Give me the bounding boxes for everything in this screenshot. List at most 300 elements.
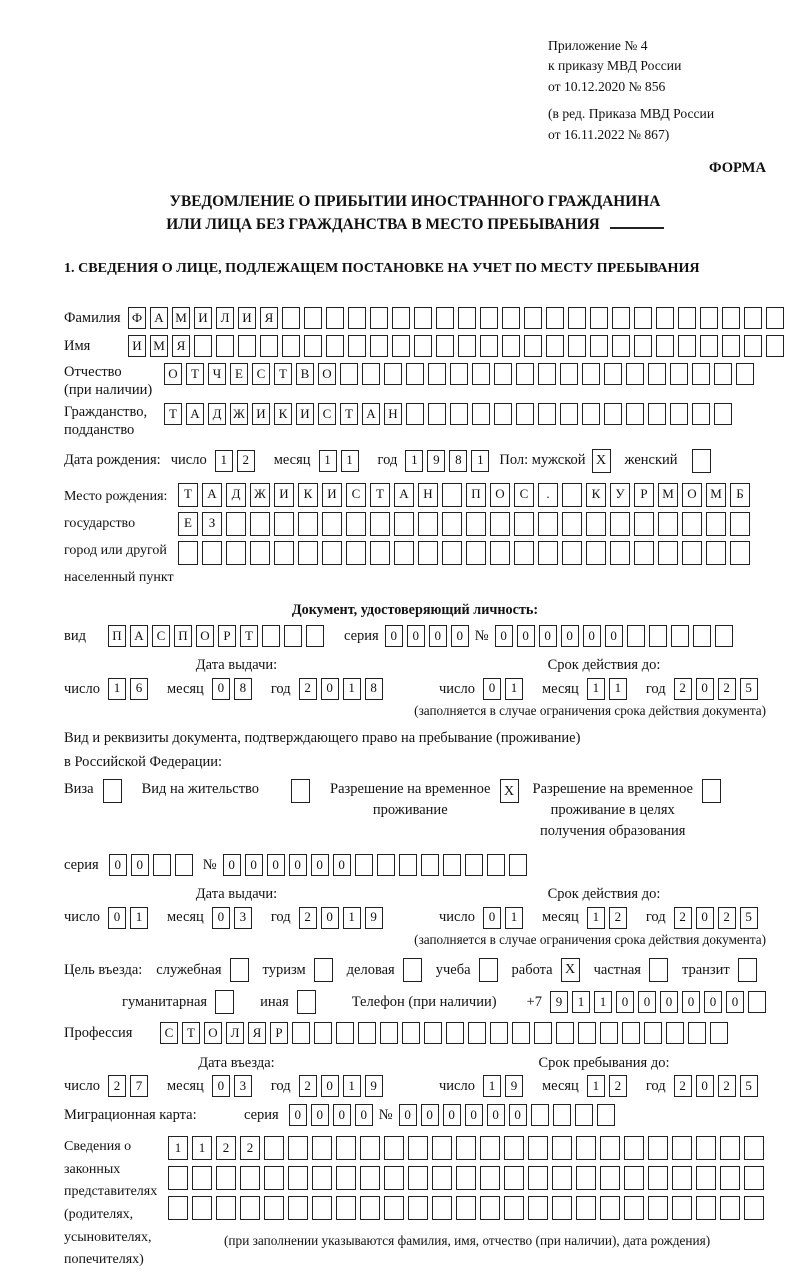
annex-edition-line: (в ред. Приказа МВД России: [548, 106, 715, 122]
char-cell: [534, 1022, 552, 1044]
char-cell: 1: [405, 450, 423, 472]
char-cell: [168, 1196, 188, 1220]
char-cell: С: [346, 483, 366, 507]
given-name-label: Имя: [64, 337, 91, 354]
char-cell: С: [252, 363, 270, 385]
char-cell: [456, 1166, 476, 1190]
char-cell: [428, 403, 446, 425]
char-cell: [627, 625, 645, 647]
char-cell: [502, 307, 520, 329]
char-cell: 1: [587, 907, 605, 929]
identity-doc-heading: Документ, удостоверяющий личность:: [291, 601, 539, 618]
entry-date-group: [64, 1075, 383, 1097]
char-cell: А: [394, 483, 414, 507]
visa-option: [64, 779, 122, 803]
residence-expiry-date-heading: Срок действия до:: [547, 886, 661, 903]
char-cell: [575, 1104, 593, 1126]
char-cell: [490, 541, 510, 565]
char-cell: [480, 307, 498, 329]
birth-year-cells: [405, 450, 489, 472]
char-cell: С: [318, 403, 336, 425]
purpose-study-checkbox: [479, 958, 498, 982]
char-cell: [682, 512, 702, 536]
char-cell: [472, 363, 490, 385]
char-cell: [238, 335, 256, 357]
char-cell: [250, 512, 270, 536]
given-name-cells: [128, 335, 784, 357]
legal-reps-cells-row1: [168, 1136, 764, 1160]
char-cell: [216, 1166, 236, 1190]
char-cell: А: [186, 403, 204, 425]
stay-until-date-group: [439, 1075, 758, 1097]
char-cell: 1: [130, 907, 148, 929]
char-cell: [744, 1196, 764, 1220]
purpose-transit-checkbox: [738, 958, 757, 982]
char-cell: [546, 307, 564, 329]
char-cell: [192, 1166, 212, 1190]
char-cell: [622, 1022, 640, 1044]
char-cell: [450, 403, 468, 425]
char-cell: К: [586, 483, 606, 507]
stay-day-cells: [483, 1075, 523, 1097]
char-cell: [480, 1196, 500, 1220]
char-cell: [456, 1136, 476, 1160]
char-cell: 0: [333, 1104, 351, 1126]
char-cell: [408, 1196, 428, 1220]
char-cell: [644, 1022, 662, 1044]
char-cell: [670, 363, 688, 385]
char-cell: 1: [609, 678, 627, 700]
legal-reps-label-line: (родителях,: [64, 1207, 134, 1223]
char-cell: [590, 307, 608, 329]
char-cell: [288, 1166, 308, 1190]
char-cell: [562, 483, 582, 507]
char-cell: [634, 307, 652, 329]
char-cell: Р: [218, 625, 236, 647]
char-cell: 0: [399, 1104, 417, 1126]
char-cell: О: [318, 363, 336, 385]
char-cell: [649, 625, 667, 647]
char-cell: [432, 1166, 452, 1190]
char-cell: [612, 335, 630, 357]
month-label: месяц: [166, 1078, 204, 1095]
char-cell: [458, 307, 476, 329]
char-cell: [722, 307, 740, 329]
char-cell: [612, 307, 630, 329]
char-cell: [696, 1136, 716, 1160]
residence-expiry-month-cells: [587, 907, 627, 929]
char-cell: 0: [696, 907, 714, 929]
char-cell: [524, 335, 542, 357]
char-cell: [538, 403, 556, 425]
residence-issue-month-cells: [212, 907, 252, 929]
patronymic-label-line2: (при наличии): [64, 382, 153, 399]
char-cell: 0: [696, 1075, 714, 1097]
char-cell: [710, 1022, 728, 1044]
char-cell: [648, 1196, 668, 1220]
char-cell: [516, 403, 534, 425]
char-cell: [576, 1136, 596, 1160]
char-cell: [582, 403, 600, 425]
char-cell: Б: [730, 483, 750, 507]
char-cell: [692, 363, 710, 385]
char-cell: [466, 512, 486, 536]
char-cell: Ж: [250, 483, 270, 507]
char-cell: [428, 363, 446, 385]
char-cell: [706, 512, 726, 536]
purpose-business-checkbox: [403, 958, 422, 982]
char-cell: 9: [505, 1075, 523, 1097]
form-title-line2: [64, 213, 766, 236]
char-cell: 0: [311, 1104, 329, 1126]
char-cell: С: [160, 1022, 178, 1044]
char-cell: 1: [505, 907, 523, 929]
char-cell: 9: [365, 907, 383, 929]
char-cell: [346, 512, 366, 536]
char-cell: О: [204, 1022, 222, 1044]
char-cell: 0: [465, 1104, 483, 1126]
stay-until-heading: Срок пребывания до:: [538, 1055, 670, 1071]
legal-reps-label-line: попечителях): [64, 1252, 144, 1268]
residence-issue-year-cells: [299, 907, 383, 929]
visa-checkbox: [103, 779, 122, 803]
legal-reps-note: (при заполнении указываются фамилия, имя, отчество (при наличии), дата рождения): [224, 1233, 711, 1249]
char-cell: [538, 541, 558, 565]
char-cell: [262, 625, 280, 647]
char-cell: [465, 854, 483, 876]
char-cell: [714, 403, 732, 425]
char-cell: [722, 335, 740, 357]
char-cell: 1: [343, 1075, 361, 1097]
legal-reps-label-line: Сведения о: [64, 1139, 132, 1155]
char-cell: .: [538, 483, 558, 507]
char-cell: [678, 335, 696, 357]
residence-expiry-year-cells: [674, 907, 758, 929]
visa-label: Виза: [64, 781, 94, 798]
form-title: [64, 190, 766, 236]
char-cell: 0: [385, 625, 403, 647]
char-cell: А: [362, 403, 380, 425]
char-cell: [424, 1022, 442, 1044]
char-cell: [408, 1136, 428, 1160]
char-cell: [418, 512, 438, 536]
char-cell: 0: [616, 991, 634, 1013]
char-cell: [692, 403, 710, 425]
char-cell: 1: [594, 991, 612, 1013]
doc-issue-date-group: [64, 678, 383, 700]
residence-permit-label: Вид на жительство: [141, 781, 260, 798]
char-cell: 0: [605, 625, 623, 647]
char-cell: [634, 512, 654, 536]
char-cell: [479, 958, 498, 982]
char-cell: 0: [421, 1104, 439, 1126]
form-title-line1: УВЕДОМЛЕНИЕ О ПРИБЫТИИ ИНОСТРАННОГО ГРАЖДАНИНА: [169, 193, 661, 211]
residence-issue-date-heading: Дата выдачи:: [195, 886, 278, 903]
char-cell: [672, 1166, 692, 1190]
char-cell: [192, 1196, 212, 1220]
char-cell: 8: [449, 450, 467, 472]
char-cell: [240, 1196, 260, 1220]
char-cell: [576, 1166, 596, 1190]
patronymic-label-line1: Отчество: [64, 364, 122, 381]
char-cell: [568, 335, 586, 357]
sex-male-label: Пол: мужской: [499, 452, 586, 469]
char-cell: [215, 990, 234, 1014]
char-cell: [288, 1196, 308, 1220]
month-label: месяц: [166, 680, 204, 697]
temp-residence-label-line: Разрешение на временное: [330, 781, 491, 798]
char-cell: [560, 403, 578, 425]
char-cell: 0: [321, 1075, 339, 1097]
purpose-humanitarian-checkbox: [215, 990, 234, 1014]
char-cell: [720, 1166, 740, 1190]
char-cell: Я: [260, 307, 278, 329]
char-cell: [509, 854, 527, 876]
char-cell: [304, 307, 322, 329]
residence-permit-option: [142, 779, 310, 803]
doc-expiry-year-cells: [674, 678, 758, 700]
migration-card-series-cells: [289, 1104, 373, 1126]
char-cell: И: [238, 307, 256, 329]
year-label: год: [270, 680, 291, 697]
char-cell: Д: [208, 403, 226, 425]
char-cell: 0: [212, 907, 230, 929]
month-label: месяц: [273, 452, 311, 469]
char-cell: 1: [572, 991, 590, 1013]
residence-series-label: серия: [64, 857, 99, 874]
temp-residence-edu-label-line: проживание в целях: [550, 802, 675, 819]
day-label: число: [439, 1078, 475, 1095]
char-cell: 1: [505, 678, 523, 700]
char-cell: [688, 1022, 706, 1044]
char-cell: В: [296, 363, 314, 385]
month-label: месяц: [541, 1078, 579, 1095]
char-cell: [656, 307, 674, 329]
char-cell: [392, 307, 410, 329]
char-cell: 1: [343, 907, 361, 929]
char-cell: [194, 335, 212, 357]
char-cell: 9: [365, 1075, 383, 1097]
char-cell: [230, 958, 249, 982]
citizenship-label: [64, 403, 164, 439]
char-cell: [370, 541, 390, 565]
entry-day-cells: [108, 1075, 148, 1097]
char-cell: 9: [427, 450, 445, 472]
temp-residence-edu-checkbox: [702, 779, 721, 803]
migration-card-series-label: серия: [244, 1107, 279, 1124]
char-cell: [512, 1022, 530, 1044]
char-cell: [291, 779, 310, 803]
char-cell: X: [592, 449, 611, 473]
char-cell: 1: [192, 1136, 212, 1160]
char-cell: [692, 449, 711, 473]
char-cell: [314, 958, 333, 982]
purpose-transit-label: транзит: [681, 961, 730, 978]
char-cell: 2: [609, 1075, 627, 1097]
doc-expiry-month-cells: [587, 678, 627, 700]
char-cell: З: [202, 512, 222, 536]
annex-block: [548, 36, 766, 145]
char-cell: 0: [321, 907, 339, 929]
char-cell: [384, 1136, 404, 1160]
doc-issue-year-cells: [299, 678, 383, 700]
residence-doc-intro-line2: в Российской Федерации:: [64, 754, 223, 771]
char-cell: И: [252, 403, 270, 425]
char-cell: 3: [234, 1075, 252, 1097]
char-cell: [322, 541, 342, 565]
char-cell: Я: [172, 335, 190, 357]
char-cell: 0: [696, 678, 714, 700]
char-cell: [392, 335, 410, 357]
char-cell: 1: [587, 678, 605, 700]
birth-place-cells-row2: [178, 512, 750, 536]
char-cell: [656, 335, 674, 357]
char-cell: [168, 1166, 188, 1190]
doc-number-cells: [495, 625, 733, 647]
stay-month-cells: [587, 1075, 627, 1097]
char-cell: 0: [539, 625, 557, 647]
char-cell: [706, 541, 726, 565]
char-cell: [648, 363, 666, 385]
char-cell: М: [706, 483, 726, 507]
entry-date-heading: Дата въезда:: [198, 1055, 275, 1071]
doc-kind-label: вид: [64, 628, 86, 645]
char-cell: 2: [609, 907, 627, 929]
char-cell: 9: [550, 991, 568, 1013]
char-cell: П: [108, 625, 126, 647]
char-cell: [648, 1136, 668, 1160]
char-cell: [358, 1022, 376, 1044]
char-cell: 0: [267, 854, 285, 876]
citizenship-label-line2: подданство: [64, 422, 135, 439]
char-cell: [260, 335, 278, 357]
char-cell: Л: [216, 307, 234, 329]
char-cell: [432, 1136, 452, 1160]
section1-heading: 1. СВЕДЕНИЯ О ЛИЦЕ, ПОДЛЕЖАЩЕМ ПОСТАНОВКЕ НА УЧЕТ ПО МЕСТУ ПРЕБЫВАНИЯ: [64, 260, 700, 277]
purpose-other-label: иная: [260, 993, 289, 1010]
char-cell: Р: [634, 483, 654, 507]
char-cell: [384, 363, 402, 385]
entry-year-cells: [299, 1075, 383, 1097]
char-cell: 8: [234, 678, 252, 700]
char-cell: [436, 335, 454, 357]
char-cell: [340, 363, 358, 385]
phone-prefix: +7: [526, 993, 542, 1010]
char-cell: 2: [718, 907, 736, 929]
char-cell: [538, 363, 556, 385]
char-cell: [648, 1166, 668, 1190]
residence-expiry-date-group: [439, 907, 758, 929]
purpose-work-checkbox: [561, 958, 580, 982]
purpose-option-official: [150, 958, 248, 982]
purpose-other-checkbox: [297, 990, 316, 1014]
day-label: число: [170, 452, 207, 469]
char-cell: [553, 1104, 571, 1126]
char-cell: И: [194, 307, 212, 329]
char-cell: Т: [274, 363, 292, 385]
year-label: год: [270, 909, 291, 926]
expiry-date-heading: Срок действия до:: [547, 657, 661, 674]
char-cell: [360, 1166, 380, 1190]
char-cell: 0: [311, 854, 329, 876]
char-cell: [678, 307, 696, 329]
char-cell: [466, 541, 486, 565]
char-cell: [648, 403, 666, 425]
char-cell: [446, 1022, 464, 1044]
legal-reps-label: [64, 1136, 168, 1272]
year-label: год: [645, 680, 666, 697]
phone-label: Телефон (при наличии): [351, 993, 497, 1010]
char-cell: [178, 541, 198, 565]
char-cell: К: [274, 403, 292, 425]
birth-date-group: [171, 450, 490, 472]
char-cell: [494, 363, 512, 385]
char-cell: [528, 1166, 548, 1190]
migration-card-number-cells: [399, 1104, 615, 1126]
char-cell: К: [298, 483, 318, 507]
char-cell: [552, 1136, 572, 1160]
char-cell: 2: [216, 1136, 236, 1160]
char-cell: [666, 1022, 684, 1044]
char-cell: 1: [343, 678, 361, 700]
legal-reps-label-line: представителях: [64, 1184, 158, 1200]
char-cell: [516, 363, 534, 385]
doc-number-label: №: [474, 628, 489, 645]
temp-residence-checkbox: [500, 779, 519, 803]
sex-female-label: женский: [624, 452, 678, 469]
patronymic-label: [64, 363, 164, 399]
char-cell: [370, 307, 388, 329]
char-cell: [634, 335, 652, 357]
char-cell: [274, 512, 294, 536]
char-cell: [586, 512, 606, 536]
char-cell: [336, 1022, 354, 1044]
residence-expiry-note: (заполняется в случае ограничения срока действия документа): [414, 931, 766, 947]
char-cell: Л: [226, 1022, 244, 1044]
char-cell: [744, 307, 762, 329]
doc-expiry-date-group: [439, 678, 758, 700]
sex-male-checkbox: [592, 449, 611, 473]
residence-doc-intro-line1: Вид и реквизиты документа, подтверждающего право на пребывание (проживание): [64, 730, 581, 747]
char-cell: 2: [718, 678, 736, 700]
char-cell: [175, 854, 193, 876]
char-cell: [487, 854, 505, 876]
char-cell: Р: [270, 1022, 288, 1044]
char-cell: [720, 1196, 740, 1220]
purpose-official-checkbox: [230, 958, 249, 982]
char-cell: 3: [234, 907, 252, 929]
char-cell: [671, 625, 689, 647]
birth-place-label-line: государство: [64, 515, 136, 531]
char-cell: [418, 541, 438, 565]
char-cell: [312, 1136, 332, 1160]
char-cell: [322, 512, 342, 536]
char-cell: [472, 403, 490, 425]
char-cell: [264, 1136, 284, 1160]
month-label: месяц: [166, 909, 204, 926]
char-cell: [399, 854, 417, 876]
char-cell: [672, 1196, 692, 1220]
char-cell: У: [610, 483, 630, 507]
char-cell: А: [202, 483, 222, 507]
forma-label: ФОРМА: [708, 159, 766, 176]
char-cell: [649, 958, 668, 982]
char-cell: И: [322, 483, 342, 507]
year-label: год: [645, 909, 666, 926]
surname-cells: [128, 307, 784, 329]
residence-expiry-day-cells: [483, 907, 523, 929]
char-cell: 2: [299, 1075, 317, 1097]
